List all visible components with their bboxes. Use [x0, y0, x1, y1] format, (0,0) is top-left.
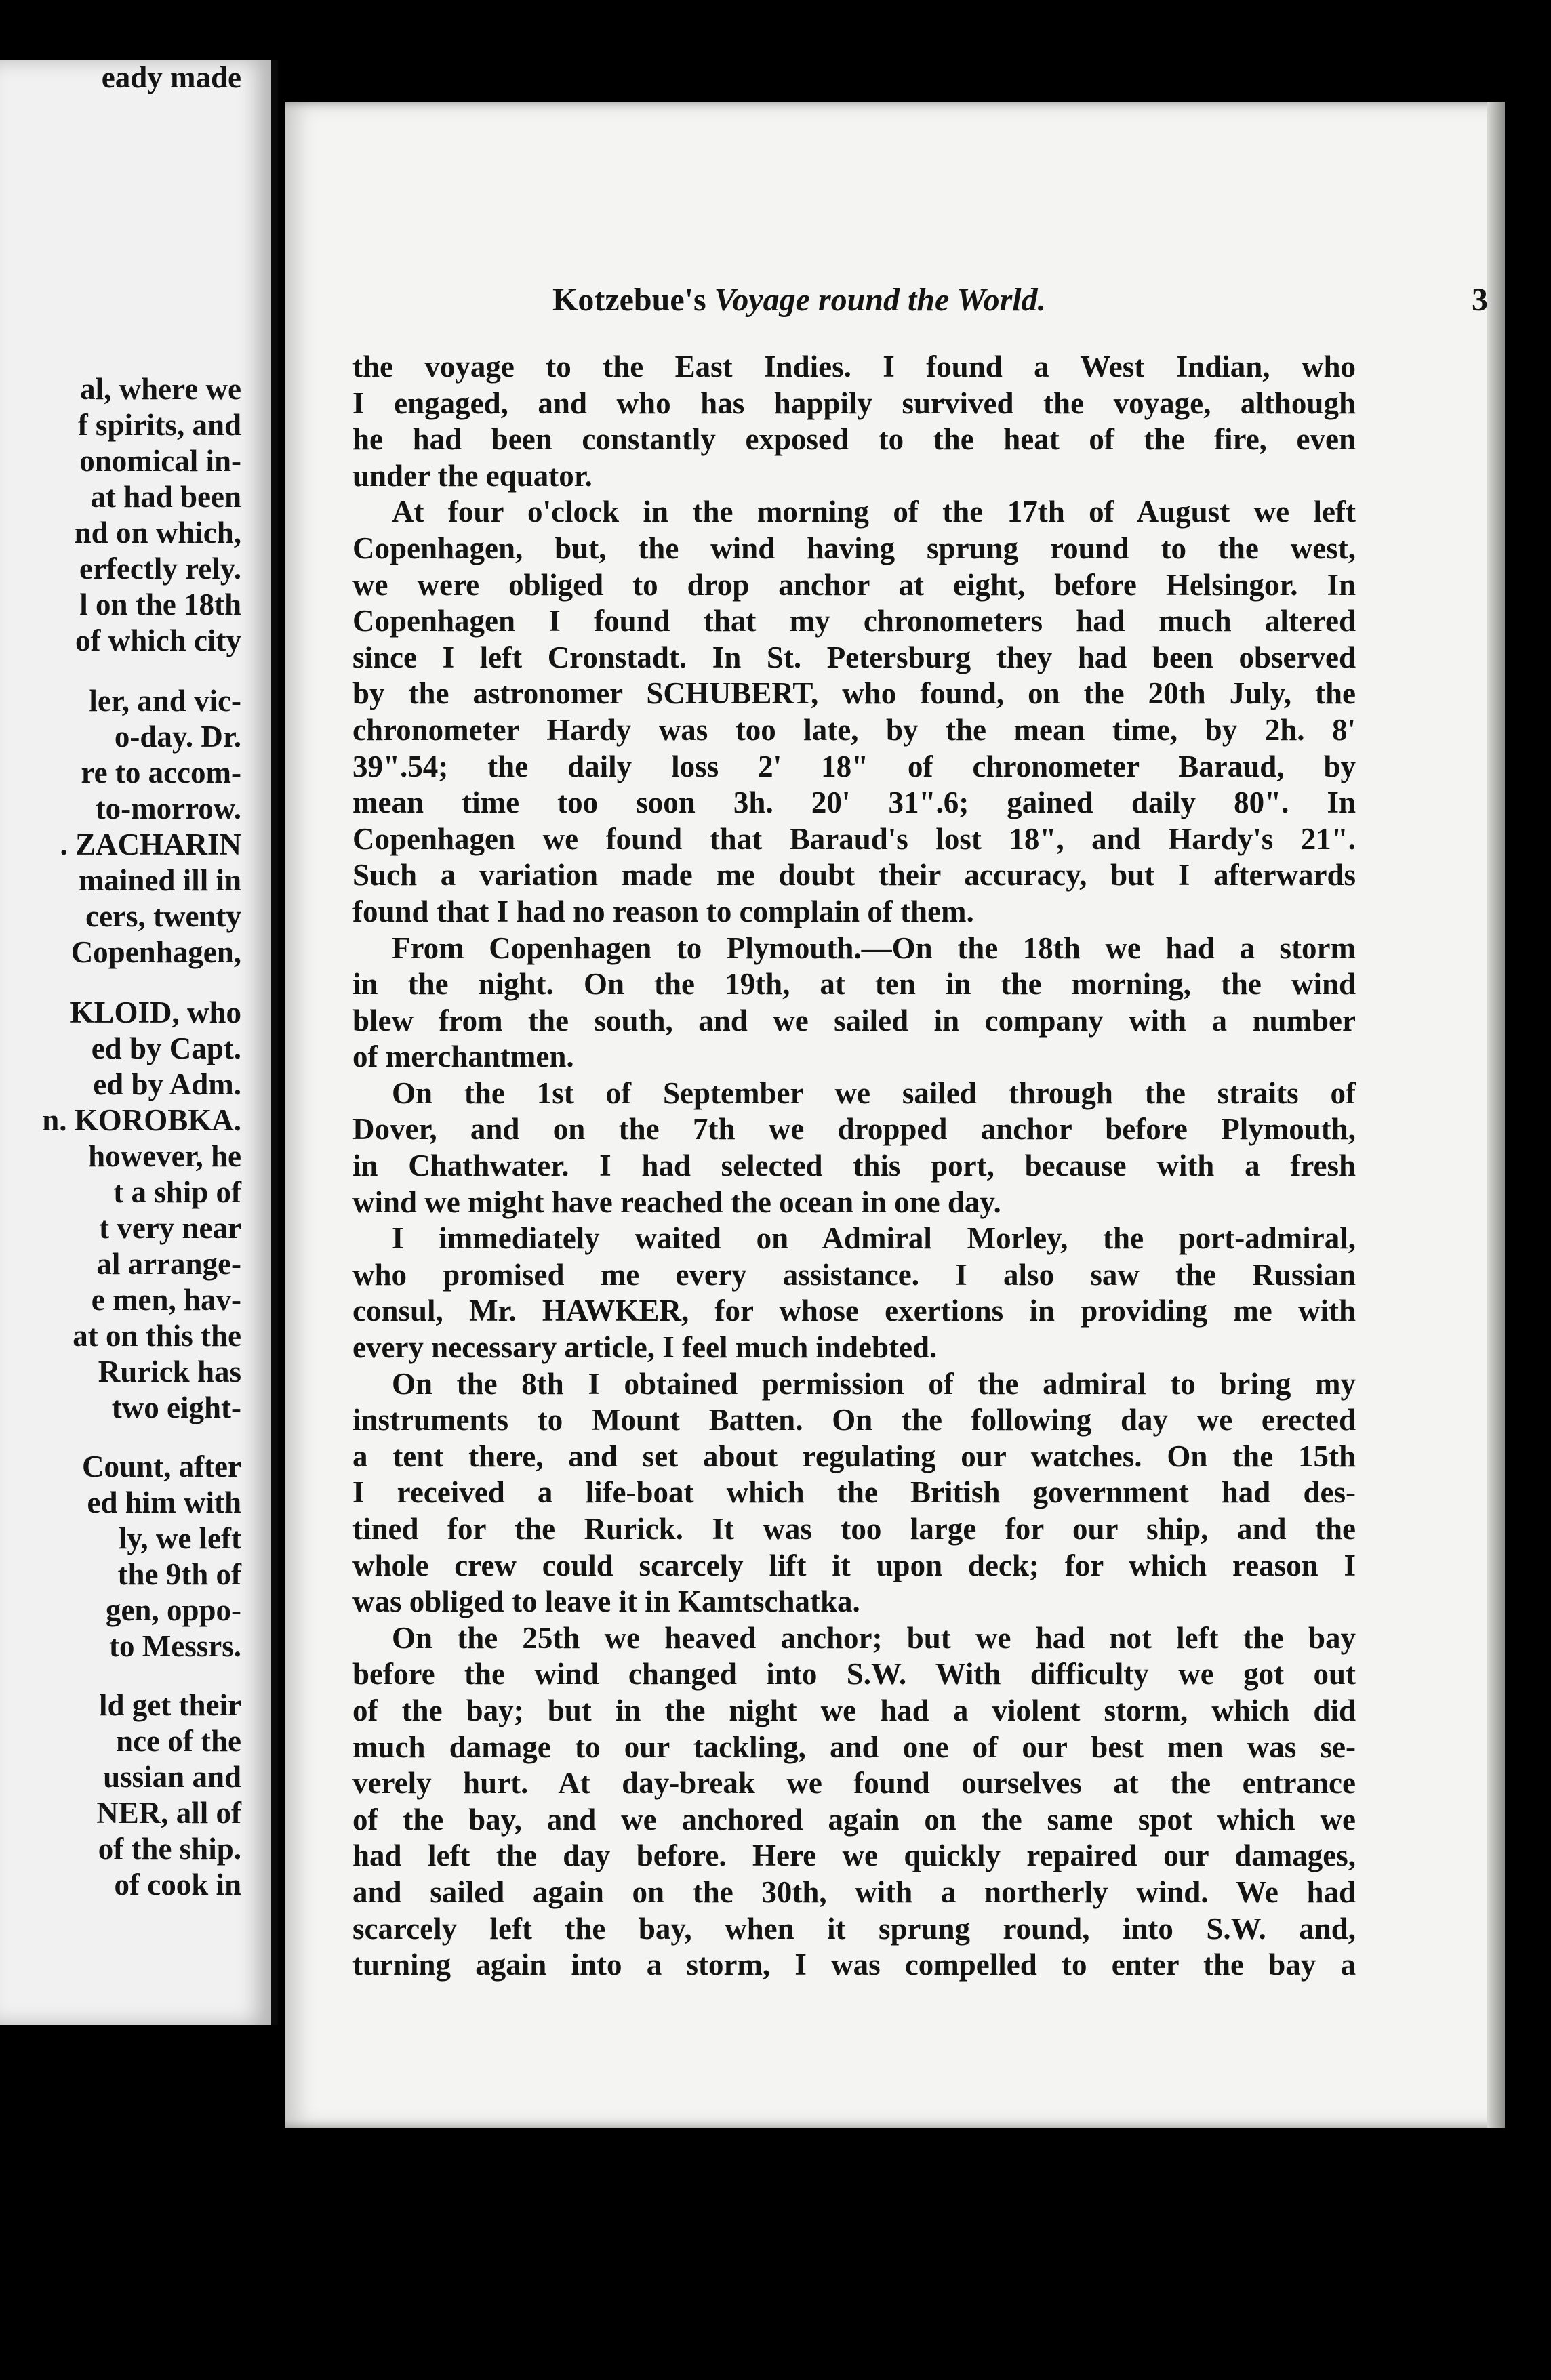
- body-line: he had been constantly exposed to the heat of the fire, even: [352, 422, 1356, 457]
- body-line: blew from the south, and we sailed in company with a number: [352, 1003, 1356, 1038]
- left-page-line: ed him with: [87, 1485, 241, 1519]
- page-edge-shadow: [1487, 102, 1505, 2128]
- body-line: a tent there, and set about regulating our watches. On the 15th: [352, 1439, 1356, 1473]
- left-page-line: of which city: [75, 623, 241, 657]
- body-line: turning again into a storm, I was compelled to enter the bay a: [352, 1948, 1356, 1982]
- body-line: 39".54; the daily loss 2' 18" of chronometer Baraud, by: [352, 749, 1356, 783]
- left-page-line: ly, we left: [118, 1521, 241, 1555]
- body-line: Such a variation made me doubt their accuracy, but I afterwards: [352, 858, 1356, 893]
- body-line: of the bay, and we anchored again on the same spot which we: [352, 1802, 1356, 1837]
- left-page-line: cers, twenty: [85, 899, 241, 933]
- left-page-line: KLOID, who: [70, 996, 241, 1029]
- body-line: On the 1st of September we sailed through the straits of: [392, 1075, 1356, 1110]
- left-page-line: at on this the: [73, 1319, 241, 1353]
- left-page-line: onomical in-: [79, 444, 241, 478]
- body-line: whole crew could scarcely lift it upon deck; for which reason I: [352, 1548, 1356, 1582]
- left-page-line: e men, hav-: [91, 1283, 241, 1317]
- running-head-title: [552, 281, 1046, 319]
- running-head-prefix: Kotzebue's: [552, 282, 714, 318]
- left-page-line: eady made: [101, 60, 241, 94]
- body-line: From Copenhagen to Plymouth.—On the 18th we had a storm: [392, 930, 1356, 965]
- body-line: and sailed again on the 30th, with a northerly wind. We had: [352, 1874, 1356, 1909]
- body-line: of merchantmen.: [352, 1040, 574, 1074]
- body-line: I received a life-boat which the British government had des-: [352, 1475, 1356, 1510]
- body-line: tined for the Rurick. It was too large for our ship, and the: [352, 1512, 1356, 1546]
- body-line: mean time too soon 3h. 20' 31".6; gained daily 80". In: [352, 785, 1356, 820]
- left-page-line: f spirits, and: [77, 408, 241, 442]
- left-page-line: ussian and: [103, 1760, 241, 1794]
- left-page-line: the 9th of: [117, 1557, 241, 1591]
- left-page-line: t a ship of: [113, 1175, 241, 1209]
- left-page-line: l on the 18th: [79, 588, 241, 621]
- left-page-line: of cook in: [114, 1868, 241, 1902]
- body-line: had left the day before. Here we quickly repaired our damages,: [352, 1839, 1356, 1873]
- left-page-line: at had been: [90, 480, 241, 514]
- left-page-line: Count, after: [82, 1450, 241, 1483]
- body-text: [352, 349, 1356, 1984]
- left-page-line: nd on which,: [74, 516, 241, 550]
- body-line: Copenhagen we found that Baraud's lost 18", and Hardy's 21".: [352, 821, 1356, 856]
- main-page: [285, 102, 1505, 2128]
- body-line: was obliged to leave it in Kamtschatka.: [352, 1584, 860, 1619]
- body-line: chronometer Hardy was too late, by the mean time, by 2h. 8': [352, 712, 1356, 747]
- left-page-line: n. KOROBKA.: [42, 1103, 241, 1137]
- left-page-line: to Messrs.: [109, 1629, 241, 1663]
- body-line: Copenhagen I found that my chronometers had much altered: [352, 604, 1356, 638]
- body-line: before the wind changed into S.W. With difficulty we got out: [352, 1657, 1356, 1691]
- running-head: [552, 281, 1495, 322]
- body-line: much damage to our tackling, and one of our best men was se-: [352, 1729, 1356, 1764]
- body-line: every necessary article, I feel much indebted.: [352, 1330, 938, 1365]
- left-page-line: Copenhagen,: [70, 935, 241, 969]
- body-line: On the 25th we heaved anchor; but we had not left the bay: [392, 1620, 1356, 1655]
- left-page-line: t very near: [99, 1211, 241, 1245]
- left-page-line: al, where we: [80, 372, 241, 406]
- body-line: who promised me every assistance. I also saw the Russian: [352, 1257, 1356, 1292]
- body-line: under the equator.: [352, 458, 592, 493]
- body-line: scarcely left the bay, when it sprung round, into S.W. and,: [352, 1911, 1356, 1946]
- left-page-line: however, he: [88, 1139, 241, 1173]
- left-page-line: o-day. Dr.: [114, 720, 241, 754]
- left-page-line: erfectly rely.: [79, 552, 241, 586]
- body-line: by the astronomer SCHUBERT, who found, on the 20th July, the: [352, 676, 1356, 711]
- left-page-line: ed by Capt.: [91, 1031, 241, 1065]
- left-page-line: al arrange-: [96, 1247, 241, 1281]
- page-number: 3: [1472, 282, 1488, 318]
- body-line: consul, Mr. HAWKER, for whose exertions in providing me with: [352, 1294, 1356, 1328]
- body-line: in the night. On the 19th, at ten in the morning, the wind: [352, 967, 1356, 1002]
- body-line: verely hurt. At day-break we found ourselves at the entrance: [352, 1766, 1356, 1801]
- running-head-italic: Voyage round the World.: [714, 282, 1046, 318]
- left-page-line: Rurick has: [98, 1355, 241, 1389]
- left-page-line: of the ship.: [98, 1832, 241, 1866]
- body-line: wind we might have reached the ocean in one day.: [352, 1185, 1001, 1219]
- body-line: On the 8th I obtained permission of the admiral to bring my: [392, 1366, 1356, 1401]
- left-page-line: gen, oppo-: [105, 1593, 241, 1627]
- body-line: in Chathwater. I had selected this port, because with a fresh: [352, 1149, 1356, 1183]
- left-page-line: re to accom-: [81, 756, 241, 789]
- body-line: since I left Cronstadt. In St. Petersburg they had been observed: [352, 640, 1356, 674]
- body-line: Dover, and on the 7th we dropped anchor before Plymouth,: [352, 1112, 1356, 1147]
- body-line: the voyage to the East Indies. I found a West Indian, who: [352, 350, 1356, 384]
- left-facing-page: [0, 60, 278, 2025]
- body-line: Copenhagen, but, the wind having sprung round to the west,: [352, 531, 1356, 565]
- left-page-line: . ZACHARIN: [60, 827, 241, 861]
- left-page-line: two eight-: [111, 1391, 241, 1424]
- body-line: found that I had no reason to complain of them.: [352, 894, 974, 928]
- left-page-line: ld get their: [99, 1688, 241, 1722]
- left-page-line: NER, all of: [96, 1796, 241, 1830]
- body-line: we were obliged to drop anchor at eight, before Helsingor. In: [352, 567, 1356, 602]
- left-page-line: mained ill in: [78, 863, 241, 897]
- left-page-line: ed by Adm.: [93, 1067, 241, 1101]
- left-page-line: nce of the: [116, 1724, 241, 1758]
- body-line: I engaged, and who has happily survived the voyage, although: [352, 386, 1356, 420]
- body-line: of the bay; but in the night we had a violent storm, which did: [352, 1693, 1356, 1727]
- body-line: At four o'clock in the morning of the 17th of August we left: [392, 495, 1356, 529]
- left-page-line: to-morrow.: [95, 792, 241, 825]
- left-page-line: ler, and vic-: [89, 684, 241, 718]
- body-line: instruments to Mount Batten. On the following day we erected: [352, 1403, 1356, 1437]
- body-line: I immediately waited on Admiral Morley, the port-admiral,: [392, 1221, 1356, 1256]
